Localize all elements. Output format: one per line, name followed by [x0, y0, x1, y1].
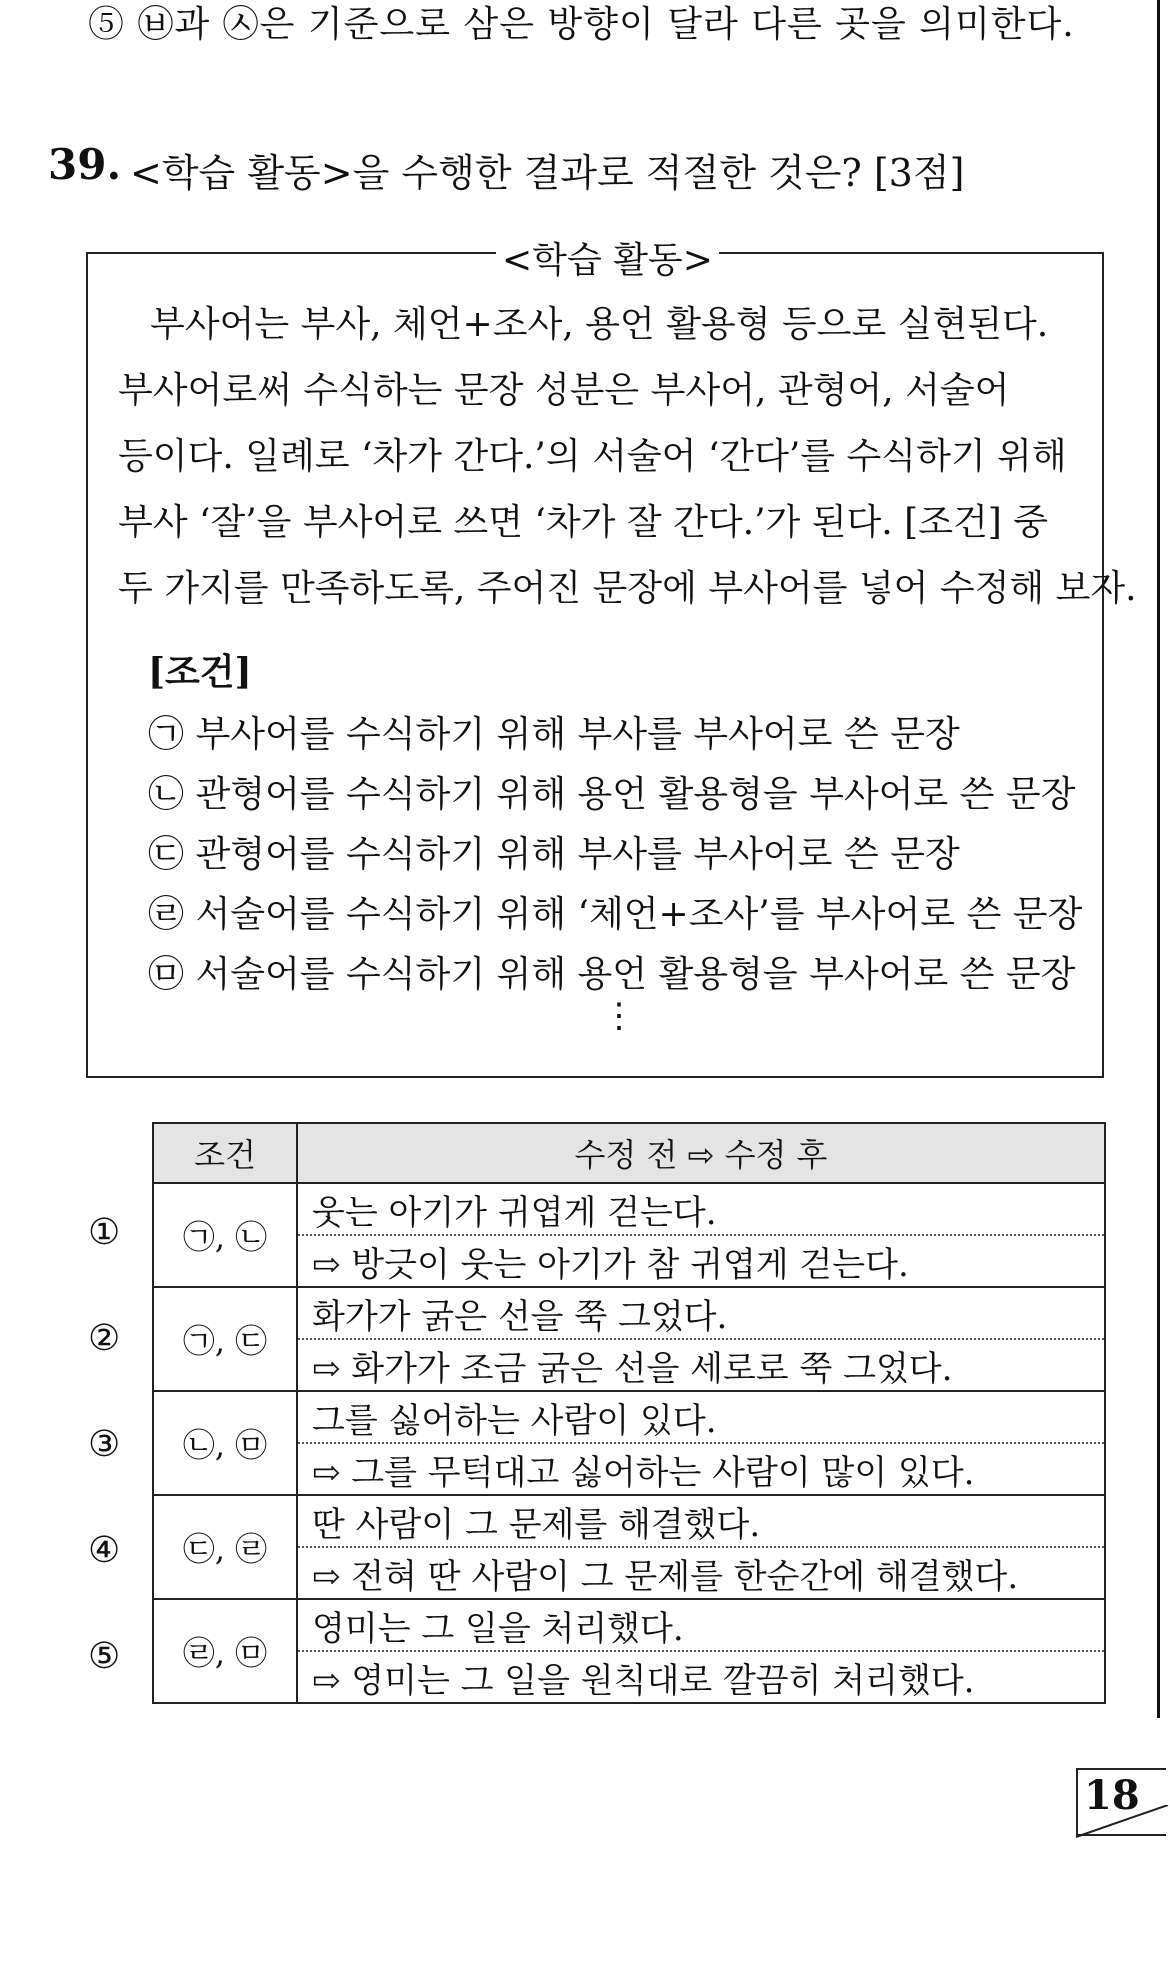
- option-conditions: ㉠, ㉢: [153, 1287, 297, 1391]
- question-number: 39.: [48, 140, 122, 189]
- page-number: 18: [1084, 1772, 1140, 1819]
- table-row: [153, 1599, 1105, 1651]
- sentence-after: ⇨ 그를 무턱대고 싫어하는 사람이 많이 있다.: [297, 1443, 1105, 1495]
- answer-options-table: [152, 1122, 1106, 1704]
- sentence-before: 화가가 굵은 선을 쭉 그었다.: [297, 1287, 1105, 1339]
- activity-paragraph-line: 부사어로써 수식하는 문장 성분은 부사어, 관형어, 서술어: [118, 370, 1010, 411]
- previous-option-line: ⑤ ㉥과 ㉦은 기준으로 삼은 방향이 달라 다른 곳을 의미한다.: [88, 4, 1075, 45]
- sentence-before: 웃는 아기가 귀엽게 걷는다.: [297, 1183, 1105, 1235]
- header-condition: 조건: [153, 1123, 297, 1183]
- sentence-after: ⇨ 방긋이 웃는 아기가 참 귀엽게 걷는다.: [297, 1235, 1105, 1287]
- option-number[interactable]: ①: [88, 1212, 121, 1253]
- activity-paragraph-line: 부사어는 부사, 체언+조사, 용언 활용형 등으로 실현된다.: [150, 304, 1049, 345]
- option-number[interactable]: ②: [88, 1318, 121, 1359]
- sentence-before: 그를 싫어하는 사람이 있다.: [297, 1391, 1105, 1443]
- option-conditions: ㉡, ㉤: [153, 1391, 297, 1495]
- condition-item: ㉤ 서술어를 수식하기 위해 용언 활용형을 부사어로 쓴 문장: [148, 954, 1076, 995]
- sentence-after: ⇨ 화가가 조금 굵은 선을 세로로 쭉 그었다.: [297, 1339, 1105, 1391]
- activity-paragraph-line: 등이다. 일례로 ‘차가 간다.’의 서술어 ‘간다’를 수식하기 위해: [118, 436, 1067, 477]
- option-number[interactable]: ⑤: [88, 1636, 121, 1677]
- condition-item: ㉢ 관형어를 수식하기 위해 부사를 부사어로 쓴 문장: [148, 834, 960, 875]
- option-number[interactable]: ③: [88, 1424, 121, 1465]
- page-corner-slash: [1074, 1805, 1170, 1839]
- condition-item: ㉠ 부사어를 수식하기 위해 부사를 부사어로 쓴 문장: [148, 714, 960, 755]
- sentence-before: 딴 사람이 그 문제를 해결했다.: [297, 1495, 1105, 1547]
- option-conditions: ㉠, ㉡: [153, 1183, 297, 1287]
- table-row: [153, 1183, 1105, 1235]
- condition-item: ㉡ 관형어를 수식하기 위해 용언 활용형을 부사어로 쓴 문장: [148, 774, 1076, 815]
- option-conditions: ㉢, ㉣: [153, 1495, 297, 1599]
- table-header-row: [153, 1123, 1105, 1183]
- condition-item: ㉣ 서술어를 수식하기 위해 ‘체언+조사’를 부사어로 쓴 문장: [148, 894, 1083, 935]
- activity-paragraph-line: 두 가지를 만족하도록, 주어진 문장에 부사어를 넣어 수정해 보자.: [118, 568, 1137, 609]
- sentence-after: ⇨ 영미는 그 일을 원칙대로 깔끔히 처리했다.: [297, 1651, 1105, 1703]
- table-row: [153, 1287, 1105, 1339]
- activity-paragraph-line: 부사 ‘잘’을 부사어로 쓰면 ‘차가 잘 간다.’가 된다. [조건] 중: [118, 502, 1049, 543]
- option-conditions: ㉣, ㉤: [153, 1599, 297, 1703]
- question-text: <학습 활동>을 수행한 결과로 적절한 것은? [3점]: [130, 151, 965, 195]
- option-number[interactable]: ④: [88, 1530, 121, 1571]
- conditions-header: [조건]: [148, 651, 252, 693]
- ellipsis: ⋮: [602, 996, 636, 1036]
- table-row: [153, 1391, 1105, 1443]
- table-row: [153, 1495, 1105, 1547]
- sentence-after: ⇨ 전혀 딴 사람이 그 문제를 한순간에 해결했다.: [297, 1547, 1105, 1599]
- column-divider: [1157, 0, 1160, 1718]
- sentence-before: 영미는 그 일을 처리했다.: [297, 1599, 1105, 1651]
- activity-title: <학습 활동>: [496, 232, 719, 283]
- header-revision: 수정 전 ⇨ 수정 후: [297, 1123, 1105, 1183]
